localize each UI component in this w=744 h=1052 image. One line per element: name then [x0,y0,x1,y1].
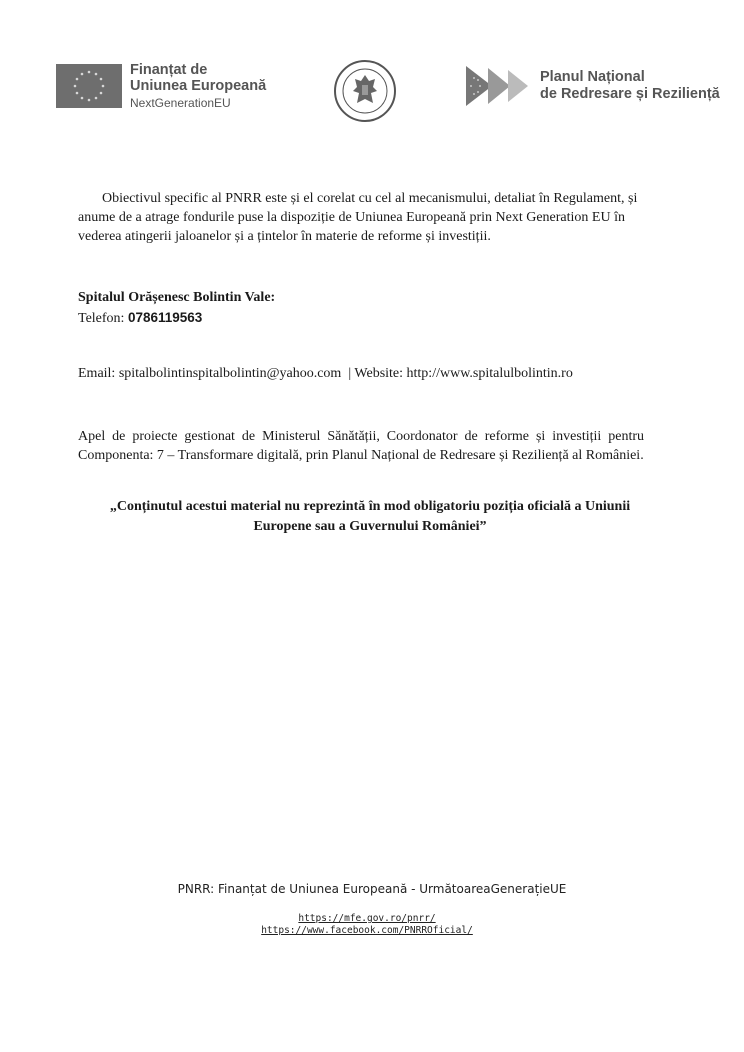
phone-line [78,310,202,327]
phone-label: Telefon: [78,311,125,326]
objective-text: Obiectivul specific al PNRR este și el corelat cu cel al mecanismului, detaliat în Regulament, și anume de a atrage fondurile puse la dispoziție de Uniunea Europeană prin Next Generation EU în vederea atingerii jaloanelor și a țintelor în materie de reforme și investiții. [78,191,638,244]
footer-link-mfe[interactable]: https://mfe.gov.ro/pnrr/ [298,913,436,924]
hospital-name: Spitalul Orășenesc Bolintin Vale: [78,290,276,305]
footer-funding-text: PNRR: Finanțat de Uniunea Europeană - UrmătoareaGenerațieUE [177,882,567,896]
eu-funding-line2: Uniunea Europeană [130,78,267,95]
email-address: spitalbolintinspitalbolintin@yahoo.com [118,366,342,381]
eu-funding-line3: NextGenerationEU [130,96,231,111]
eu-funding-line1: Finanțat de [130,62,208,78]
pnrr-line2: de Redresare și Reziliență [540,85,720,102]
disclaimer-text: „Conținutul acestui material nu reprezintă în mod obligatoriu poziția oficială a Uniunii Europene sau a Guvernului României” [109,499,631,534]
objective-paragraph [78,189,638,246]
call-paragraph: Apel de proiecte gestionat de Ministerul Sănătății, Coordonator de reforme și investiții pentru Componenta: 7 – Transformare digitală, prin Planul Național de Redresare și Reziliență al României. [78,429,644,463]
pnrr-line1: Planul Național [540,69,645,85]
government-seal-icon [333,59,397,123]
phone-number: 0786119563 [127,310,203,325]
email-website-line [78,366,573,382]
pnrr-logo-icon [466,66,532,106]
pnrr-logo-text [540,69,720,102]
website-url: http://www.spitalulbolintin.ro [406,366,573,381]
website-label: Website: [354,366,404,381]
eu-flag-icon [56,64,122,108]
email-label: Email: [78,366,116,381]
separator: | [348,366,352,381]
footer-link-facebook[interactable]: https://www.facebook.com/PNRROficial/ [261,925,473,936]
eu-funding-logo-text [130,62,266,111]
